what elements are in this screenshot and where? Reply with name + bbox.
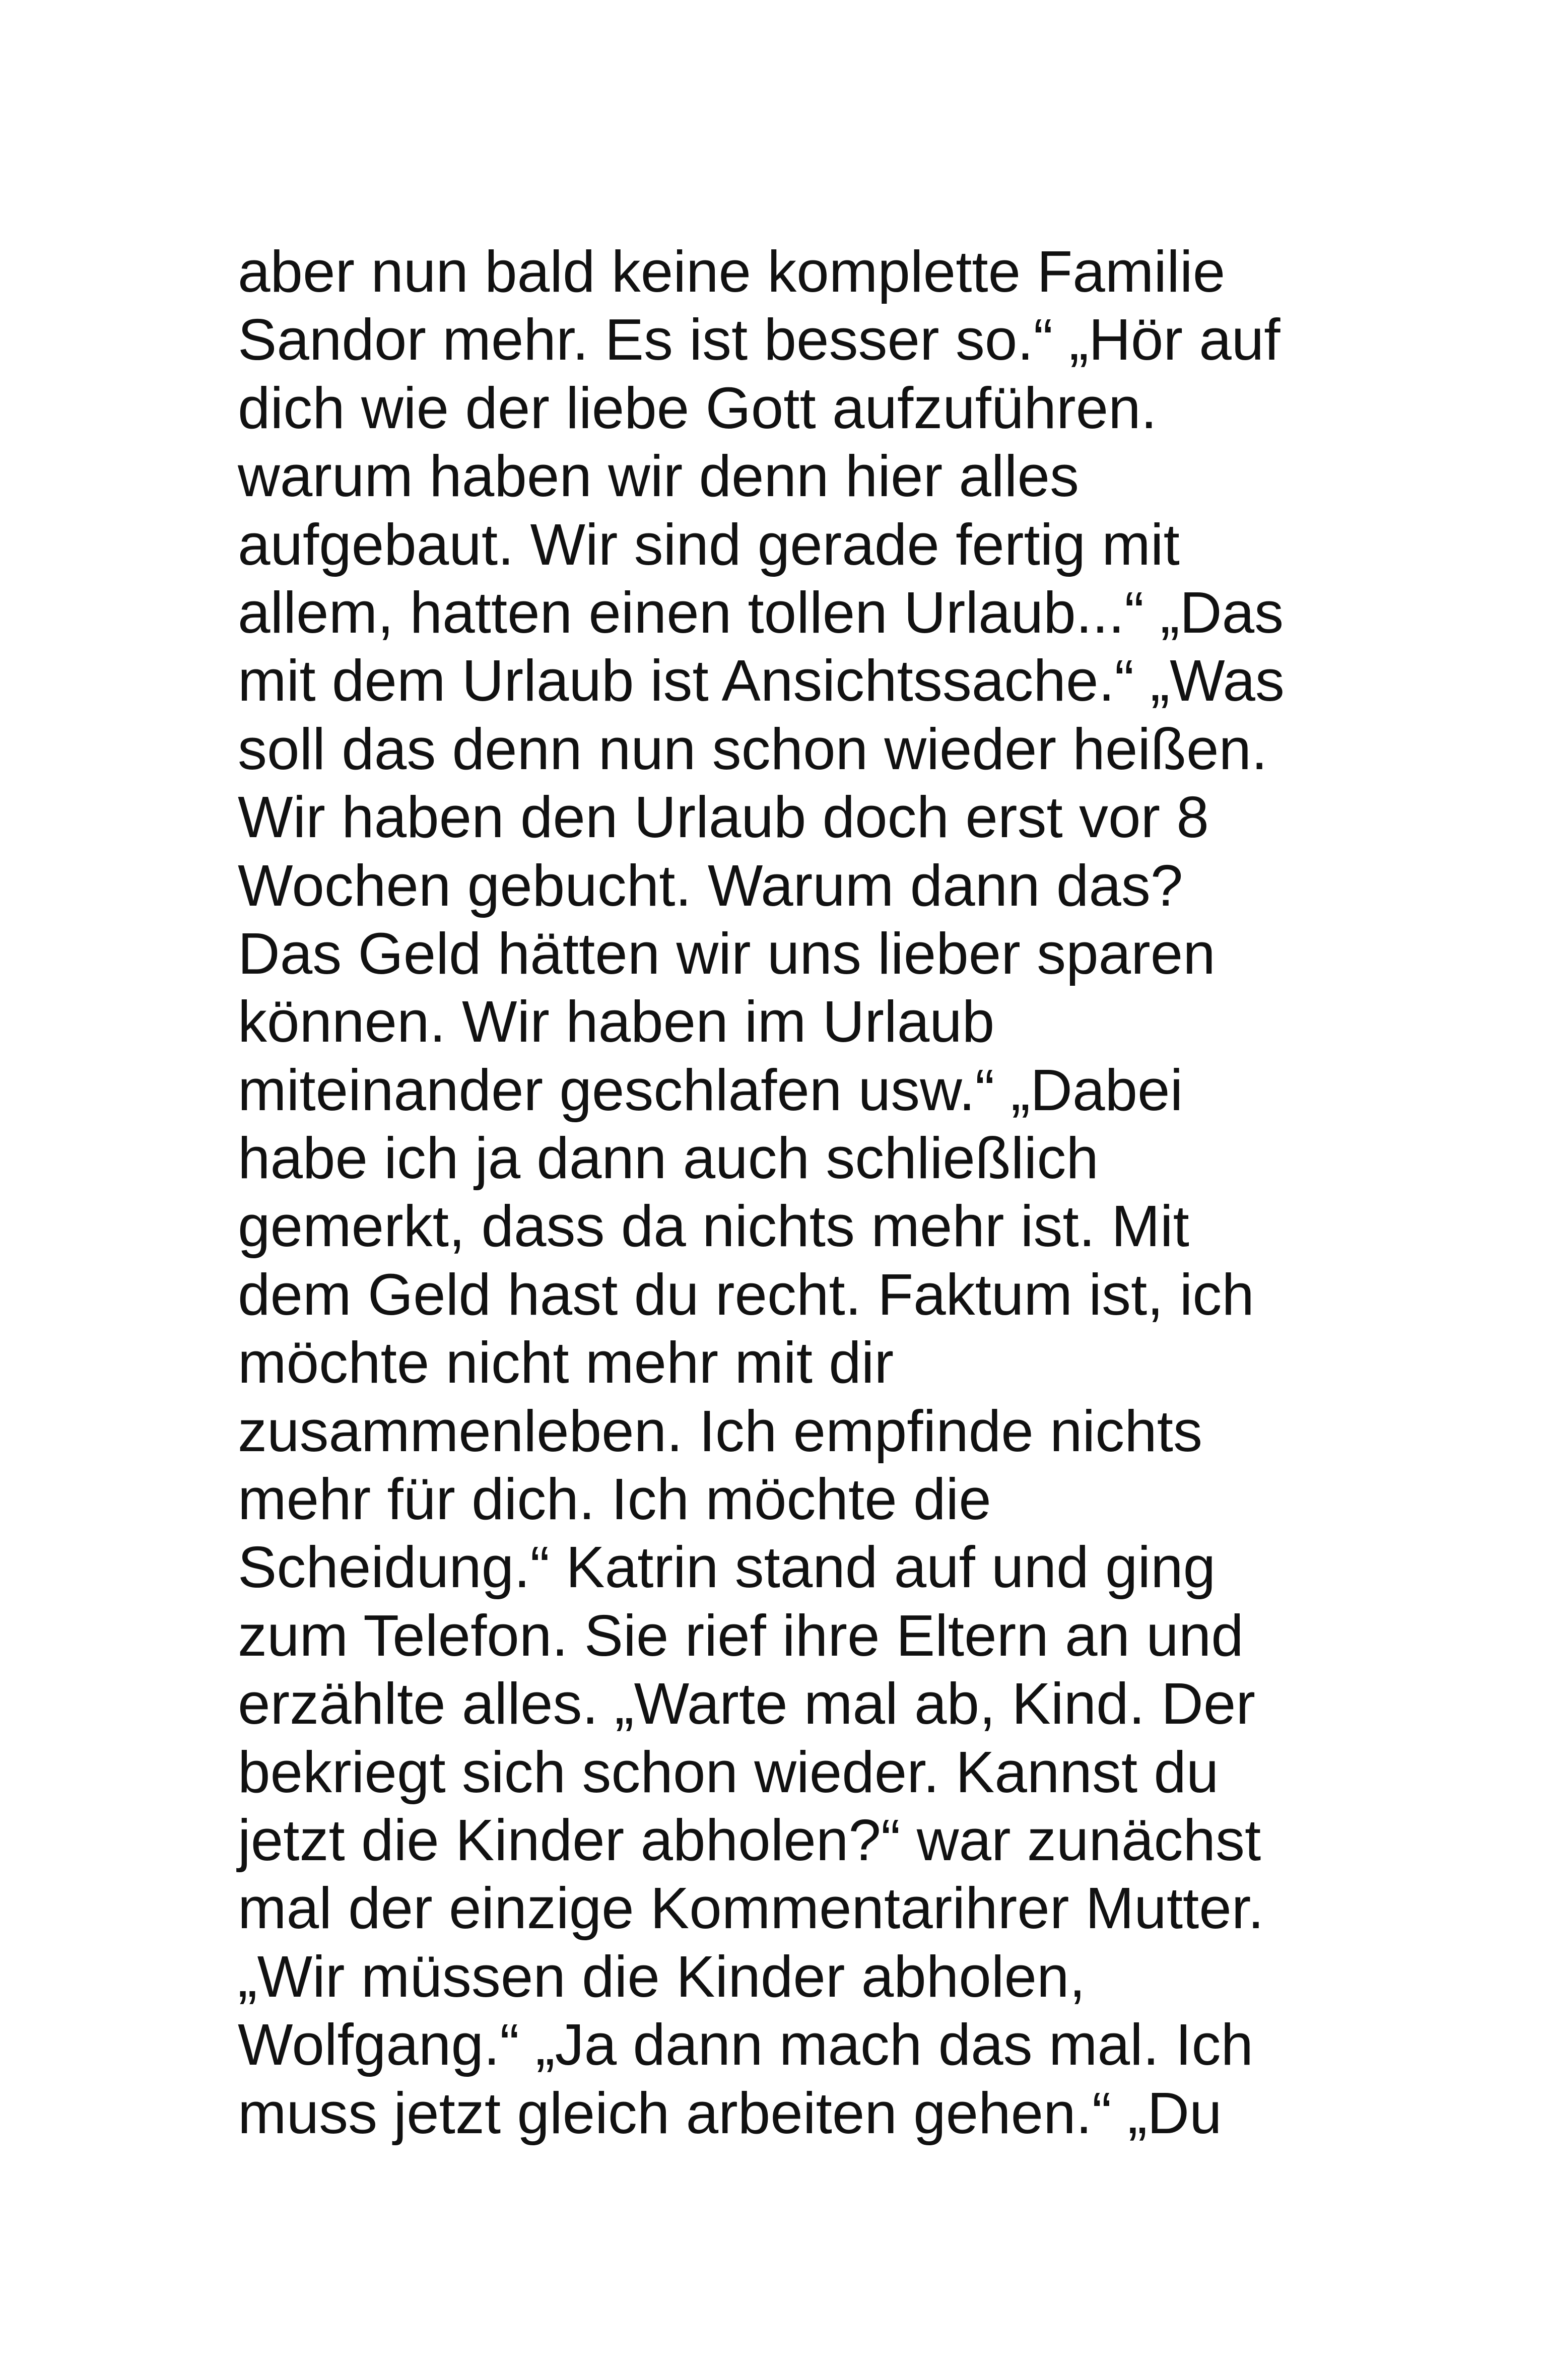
text-line: aber nun bald keine komplette Familie [238,239,1226,304]
text-line: mal der einzige Kommentarihrer Mutter. [238,1875,1264,1941]
text-line: allem, hatten einen tollen Urlaub...“ „Das [238,579,1284,645]
text-line: aufgebaut. Wir sind gerade fertig mit [238,511,1180,577]
text-line: möchte nicht mehr mit dir [238,1330,894,1396]
text-line: warum haben wir denn hier alles [238,443,1079,509]
text-line: mit dem Urlaub ist Ansichtssache.“ „Was [238,648,1285,714]
text-line: Wir haben den Urlaub doch erst vor 8 [238,784,1209,850]
text-line: jetzt die Kinder abholen?“ war zunächst [238,1807,1261,1873]
text-line: miteinander geschlafen usw.“ „Dabei [238,1057,1183,1123]
text-line: dich wie der liebe Gott aufzuführen. [238,375,1157,441]
text-line: können. Wir haben im Urlaub [238,989,995,1055]
text-line: Wolfgang.“ „Ja dann mach das mal. Ich [238,2012,1253,2078]
text-line: „Wir müssen die Kinder abholen, [238,1943,1086,2009]
text-line: habe ich ja dann auch schließlich [238,1125,1099,1191]
text-line: Wochen gebucht. Warum dann das? [238,852,1183,918]
text-line: bekriegt sich schon wieder. Kannst du [238,1739,1219,1805]
body-text [238,238,1346,2147]
text-line: zum Telefon. Sie rief ihre Eltern an und [238,1602,1244,1668]
text-line: mehr für dich. Ich möchte die [238,1466,991,1532]
text-line: Das Geld hätten wir uns lieber sparen [238,920,1216,986]
text-line: dem Geld hast du recht. Faktum ist, ich [238,1261,1254,1327]
text-line: Scheidung.“ Katrin stand auf und ging [238,1534,1216,1600]
text-line: muss jetzt gleich arbeiten gehen.“ „Du [238,2080,1222,2146]
text-line: gemerkt, dass da nichts mehr ist. Mit [238,1193,1189,1259]
text-line: soll das denn nun schon wieder heißen. [238,716,1268,782]
text-line: zusammenleben. Ich empfinde nichts [238,1398,1203,1464]
text-line: erzählte alles. „Warte mal ab, Kind. Der [238,1671,1256,1737]
text-line: Sandor mehr. Es ist besser so.“ „Hör auf [238,307,1281,373]
